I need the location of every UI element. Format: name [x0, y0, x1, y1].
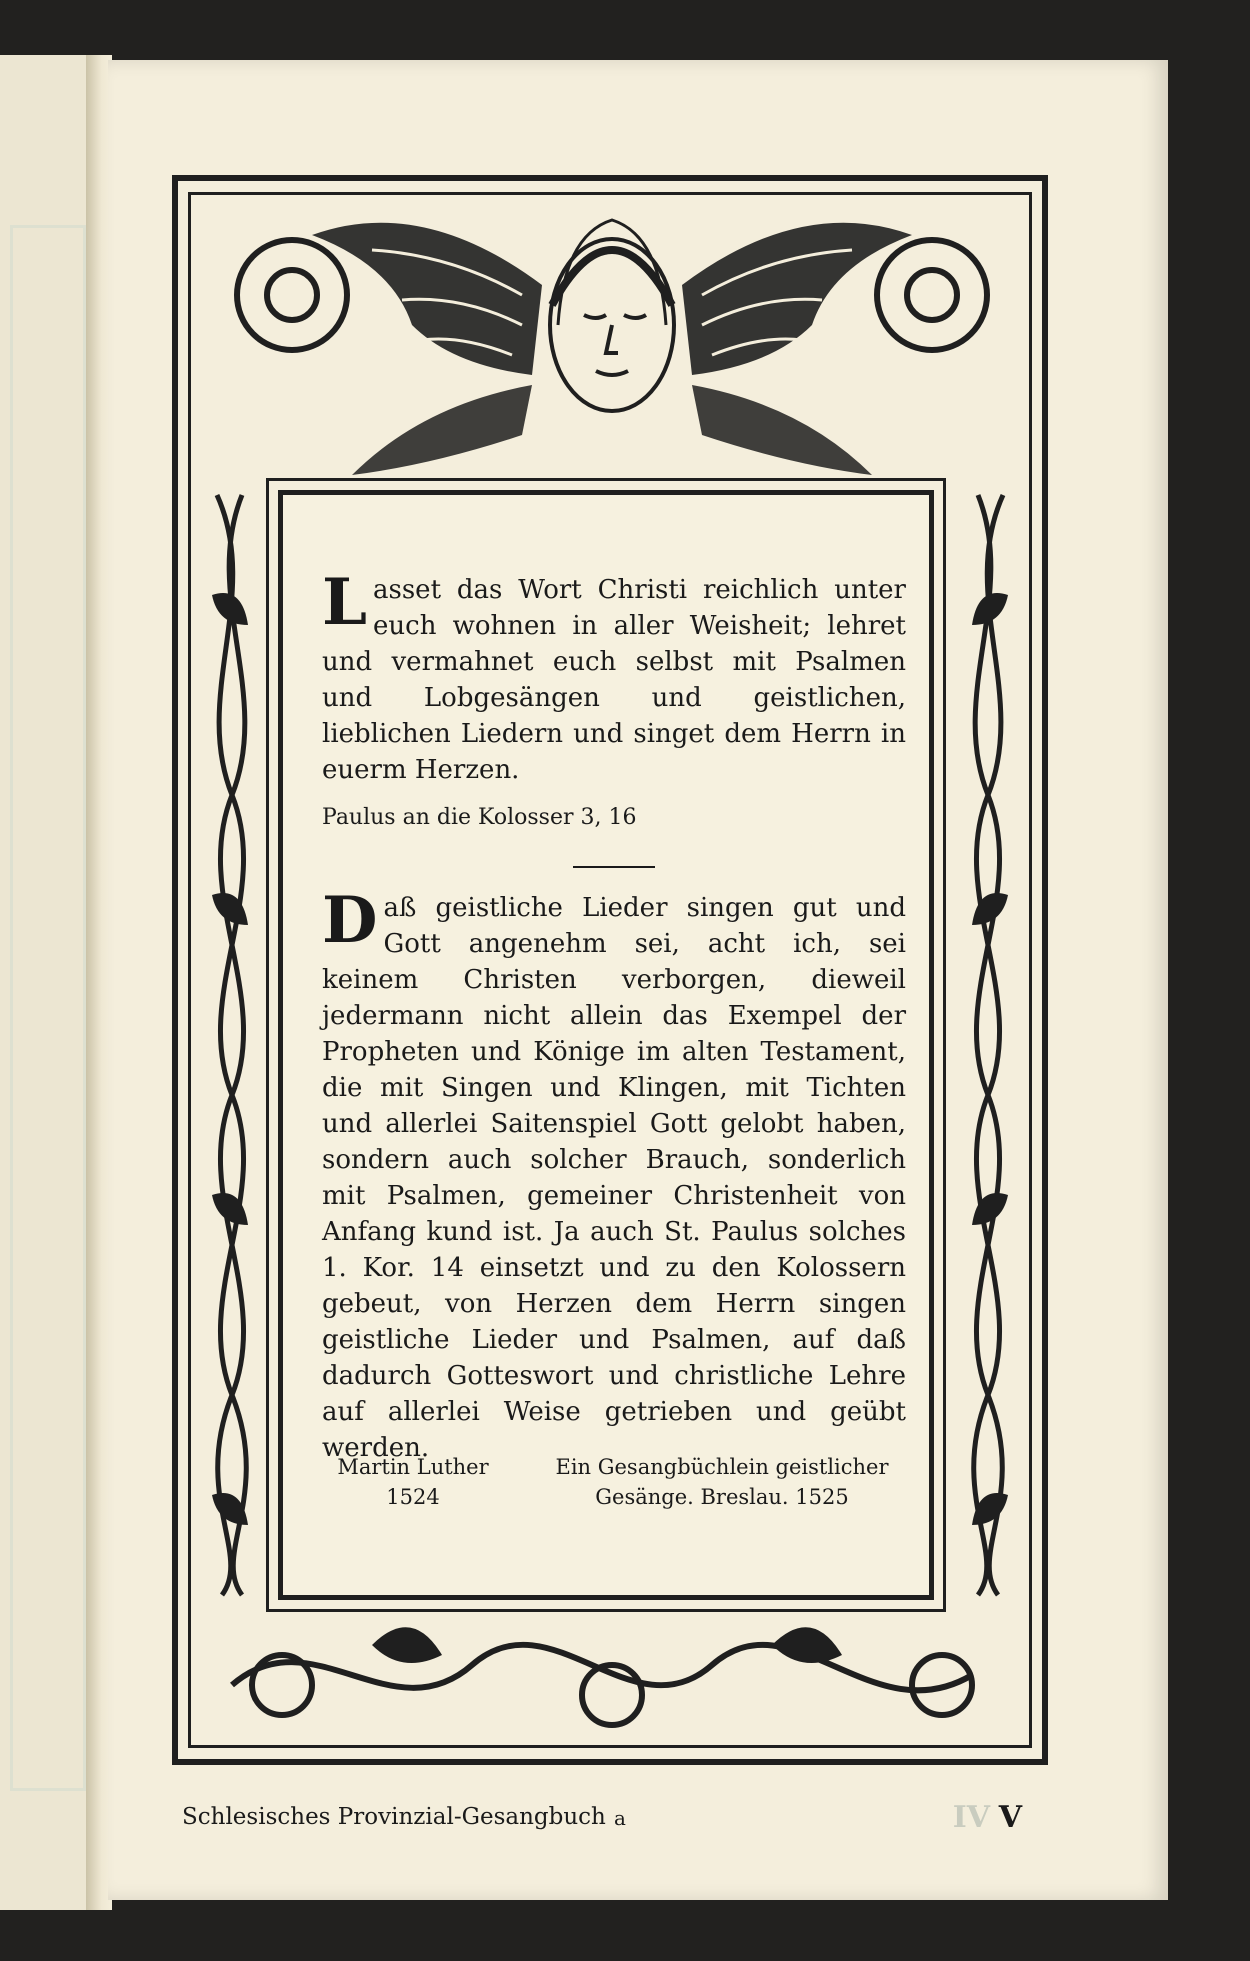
source-line-1: Ein Gesangbüchlein geistlicher — [555, 1455, 889, 1479]
signature-mark: a — [614, 1806, 626, 1830]
author-year: 1524 — [386, 1485, 440, 1509]
dropcap-d: D — [322, 883, 378, 958]
left-page-ghost-border — [10, 225, 86, 1791]
source-line-2: Gesänge. Breslau. 1525 — [595, 1485, 849, 1509]
separator-rule — [573, 866, 655, 868]
passage-colossians — [322, 565, 906, 788]
wing-right-ornament — [682, 223, 912, 475]
angel-head-ornament — [550, 220, 674, 411]
author-attribution — [328, 1452, 498, 1512]
left-page-edge — [0, 55, 94, 1910]
passage-colossians-text: asset das Wort Christi reichlich unter euch wohnen in aller Weisheit; lehret und vermahnet euch selbst mit Psalmen und Lobgesängen und geistlichen, lieblichen Liedern und singet dem Herrn in euerm Herzen. — [322, 575, 906, 785]
book-title: Schlesisches Provinzial-Gesangbuch — [182, 1804, 606, 1830]
author-name: Martin Luther — [337, 1455, 489, 1479]
source-attribution — [552, 1452, 892, 1512]
bottom-scroll-ornament — [232, 1645, 972, 1725]
scripture-text-block — [322, 565, 906, 1466]
show-through-page-number: IV — [952, 1800, 990, 1835]
passage-luther — [322, 883, 906, 1466]
colossians-citation: Paulus an die Kolosser 3, 16 — [322, 805, 637, 830]
passage-luther-text: aß geistliche Lieder singen gut und Gott angenehm sei, acht ich, sei keinem Christen verborgen, dieweil jedermann nicht allein das Exempel der Propheten und Könige im alten Testament, die mit Singen und Klingen, mit Tichten und allerlei Saitenspiel Gott gelobt haben, sondern auch solcher Brauch, sonderlich mit Psalmen, gemeiner Christenheit von Anfang kund ist. Ja auch St. Paulus solches 1. Kor. 14 einsetzt und zu den Kolossern gebeut, von Herzen dem Herrn singen geistliche Lieder und Psalmen, auf daß dadurch Gotteswort und christliche Lehre auf allerlei Weise getrieben und geübt werden. — [322, 893, 906, 1463]
page-number: V — [998, 1800, 1022, 1835]
wing-left-ornament — [312, 223, 542, 475]
dropcap-l: L — [322, 565, 367, 640]
page-footer — [182, 1800, 1022, 1840]
